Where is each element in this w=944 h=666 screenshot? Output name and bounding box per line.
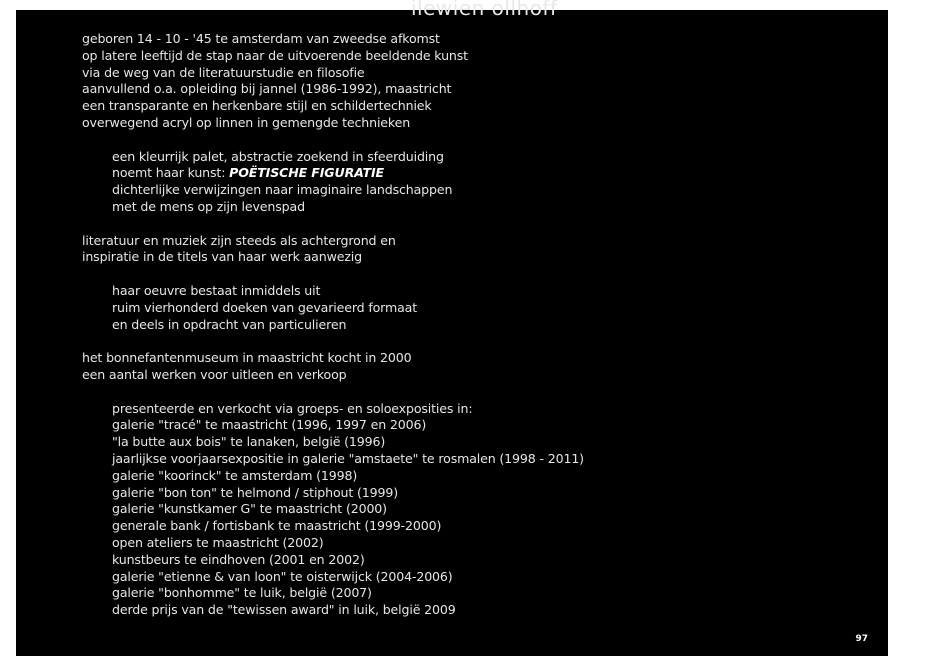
bio-line: het bonnefantenmuseum in maastricht kocht in 2000: [82, 350, 412, 366]
paragraph-gap: [82, 384, 584, 401]
paragraph-gap: [82, 333, 584, 350]
document-page: [16, 0, 888, 656]
bio-line: aanvullend o.a. opleiding bij jannel (1986-1992), maastricht: [82, 81, 452, 97]
exhibition-item: jaarlijkse voorjaarsexpositie in galerie "amstaete" te rosmalen (1998 - 2011): [112, 450, 584, 466]
bio-line: via de weg van de literatuurstudie en filosofie: [82, 64, 365, 80]
bio-line-emphasis: [82, 165, 584, 182]
bio-line: haar oeuvre bestaat inmiddels uit: [112, 282, 321, 298]
exhibition-item: galerie "etienne & van loon" te oisterwijck (2004-2006): [112, 568, 453, 584]
bio-line: geboren 14 - 10 - '45 te amsterdam van zweedse afkomst: [82, 31, 440, 46]
paragraph-gap: [82, 216, 584, 233]
exhibition-item: galerie "koorinck" te amsterdam (1998): [112, 467, 358, 483]
page-number: 97: [855, 634, 868, 644]
bio-line: met de mens op zijn levenspad: [112, 198, 305, 214]
exhibition-item: galerie "bon ton" te helmond / stiphout (1999): [112, 484, 398, 500]
bio-line: een aantal werken voor uitleen en verkoop: [82, 366, 347, 382]
paragraph-gap: [82, 266, 584, 283]
exhibitions-intro: presenteerde en verkocht via groeps- en soloexposities in:: [112, 400, 473, 416]
exhibition-item: galerie "tracé" te maastricht (1996, 1997 en 2006): [112, 417, 427, 433]
bio-line: inspiratie in de titels van haar werk aanwezig: [82, 249, 362, 265]
exhibition-item: generale bank / fortisbank te maastricht (1999-2000): [112, 518, 442, 534]
bio-line: literatuur en muziek zijn steeds als achtergrond en: [82, 232, 396, 248]
art-style-emphasis: POËTISCHE FIGURATIE: [229, 165, 384, 181]
bio-line: en deels in opdracht van particulieren: [112, 316, 347, 332]
bio-line: op latere leeftijd de stap naar de uitvoerende beeldende kunst: [82, 47, 468, 63]
bio-line-prefix: noemt haar kunst:: [112, 165, 230, 181]
biography-text: [82, 31, 584, 619]
award-item: derde prijs van de "tewissen award" in luik, belgië 2009: [112, 602, 456, 618]
exhibition-item: galerie "kunstkamer G" te maastricht (2000): [112, 501, 387, 517]
paragraph-gap: [82, 132, 584, 149]
bio-line: overwegend acryl op linnen in gemengde technieken: [82, 114, 411, 130]
bio-line: dichterlijke verwijzingen naar imaginaire landschappen: [112, 182, 453, 198]
bio-line: een kleurrijk palet, abstractie zoekend in sfeerduiding: [112, 148, 444, 164]
bio-line: een transparante en herkenbare stijl en schildertechniek: [82, 98, 432, 114]
exhibition-item: kunstbeurs te eindhoven (2001 en 2002): [112, 551, 365, 567]
exhibition-item: galerie "bonhomme" te luik, belgië (2007): [112, 585, 372, 601]
exhibition-item: "la butte aux bois" te lanaken, belgië (1996): [112, 434, 386, 450]
bio-line: ruim vierhonderd doeken van gevarieerd formaat: [112, 299, 418, 315]
page-title: ilewien ollhoff: [411, 0, 558, 20]
exhibition-item: open ateliers te maastricht (2002): [112, 534, 324, 550]
